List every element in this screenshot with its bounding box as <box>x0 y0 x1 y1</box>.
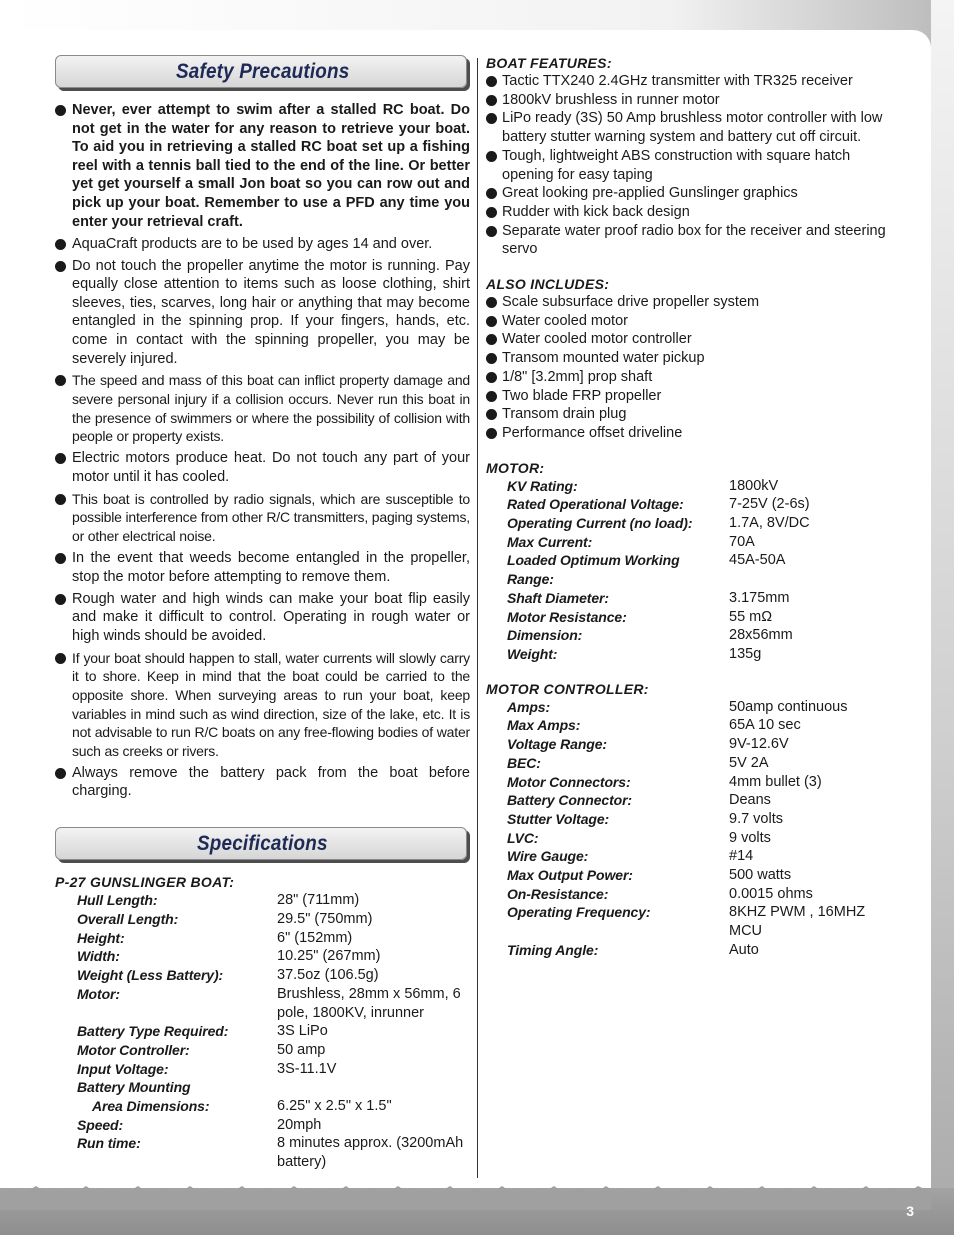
bullet-icon <box>486 409 497 420</box>
list-item: This boat is controlled by radio signals, which are susceptible to possible interference from other R/C transmitters, paging systems, or other electrical noise. <box>55 490 470 546</box>
boat-specs-table <box>55 891 470 1172</box>
table-row <box>55 891 470 910</box>
bullet-icon <box>486 372 497 383</box>
spec-label: Speed: <box>77 1116 124 1133</box>
table-row <box>486 847 896 866</box>
table-row <box>486 791 896 810</box>
table-row <box>486 477 896 496</box>
bullet-icon <box>55 594 66 605</box>
table-row <box>486 903 896 940</box>
table-row <box>486 533 896 552</box>
table-row <box>486 495 896 514</box>
list-item: 1/8" [3.2mm] prop shaft <box>486 368 896 387</box>
page-number: 3 <box>906 1203 914 1219</box>
table-row <box>55 966 470 985</box>
spec-label: Wire Gauge: <box>507 848 589 865</box>
spec-value: 0.0015 ohms <box>729 885 813 902</box>
bullet-icon <box>55 375 66 386</box>
table-row <box>486 514 896 533</box>
spec-label: Operating Frequency: <box>507 904 651 921</box>
boat-features-heading: BOAT FEATURES: <box>486 55 612 71</box>
spec-value: 500 watts <box>729 867 792 884</box>
spec-label: On-Resistance: <box>507 885 609 902</box>
bullet-icon <box>55 653 66 664</box>
spec-value: 20mph <box>277 1116 322 1133</box>
list-item: Water cooled motor <box>486 312 896 331</box>
spec-label: Battery Type Required: <box>77 1023 229 1040</box>
table-row <box>486 829 896 848</box>
spec-label: Dimension: <box>507 627 583 644</box>
list-item: In the event that weeds become entangled in the propeller, stop the motor before attempting to remove them. <box>55 549 470 586</box>
spec-label: Weight: <box>507 645 558 662</box>
bullet-icon <box>486 316 497 327</box>
table-row <box>486 608 896 627</box>
spec-label: KV Rating: <box>507 477 578 494</box>
table-row <box>486 645 896 664</box>
spec-label: Height: <box>77 929 125 946</box>
bullet-icon <box>55 105 66 116</box>
spec-value: 4mm bullet (3) <box>729 773 822 790</box>
spec-value: Brushless, 28mm x 56mm, 6 pole, 1800KV, inrunner <box>277 985 461 1021</box>
bullet-icon <box>55 553 66 564</box>
table-row <box>486 941 896 960</box>
left-column <box>55 55 470 1172</box>
spec-label: Area Dimensions: <box>92 1098 210 1115</box>
spec-value: 9V-12.6V <box>729 736 789 753</box>
table-row <box>486 754 896 773</box>
bullet-icon <box>55 494 66 505</box>
motor-controller-specs-table <box>486 698 896 960</box>
bullet-icon <box>486 151 497 162</box>
table-row <box>55 947 470 966</box>
list-item: Do not touch the propeller anytime the motor is running. Pay equally close attention to items such as loose clothing, shirt sleeves, ties, scarves, long hair or anything that may become entangled in the spinning prop. If your fingers, hands, etc. come in contact with the spinning propeller, you may be severely injured. <box>55 257 470 369</box>
table-row <box>486 626 896 645</box>
table-row <box>55 1134 470 1171</box>
spec-label: Stutter Voltage: <box>507 810 610 827</box>
spec-value: 10.25" (267mm) <box>277 948 381 965</box>
spec-label: Motor Connectors: <box>507 773 631 790</box>
spec-value: 6" (152mm) <box>277 929 353 946</box>
table-row <box>55 1097 470 1116</box>
spec-label: Max Current: <box>507 533 593 550</box>
list-item: Scale subsurface drive propeller system <box>486 293 896 312</box>
spec-label: Width: <box>77 948 120 965</box>
motor-specs-table <box>486 477 896 664</box>
spec-value: 1800kV <box>729 477 779 494</box>
bullet-icon <box>486 353 497 364</box>
table-row <box>486 810 896 829</box>
bullet-icon <box>486 391 497 402</box>
list-item: If your boat should happen to stall, water currents will slowly carry it to shore. Keep in mind that the boat could be carried to the opposite shore. When surveying areas to run your boat, keep variables in mind such as wind direction, size of the lake, etc. It is not advisable to run R/C boats on any free-flowing bodies of water such as creeks or rivers. <box>55 649 470 761</box>
spec-label: Motor Controller: <box>77 1041 190 1058</box>
list-item: 1800kV brushless in runner motor <box>486 91 896 110</box>
table-row <box>55 929 470 948</box>
list-item: LiPo ready (3S) 50 Amp brushless motor controller with low battery stutter warning system and battery cut off circuit. <box>486 109 896 146</box>
spec-value: 1.7A, 8V/DC <box>729 515 810 532</box>
spec-value: 29.5" (750mm) <box>277 910 373 927</box>
spec-label: Hull Length: <box>77 892 158 909</box>
table-row <box>55 1022 470 1041</box>
spec-label: LVC: <box>507 829 539 846</box>
spec-label: Max Output Power: <box>507 867 633 884</box>
spec-label: Motor: <box>77 985 120 1002</box>
spec-label: Weight (Less Battery): <box>77 967 224 984</box>
spec-label: Loaded Optimum Working Range: <box>507 552 680 588</box>
list-item: Water cooled motor controller <box>486 330 896 349</box>
list-item: Tough, lightweight ABS construction with square hatch opening for easy taping <box>486 147 896 184</box>
spec-label: Voltage Range: <box>507 736 607 753</box>
specifications-title: Specifications <box>197 831 328 855</box>
right-column <box>486 55 896 960</box>
spec-value: 135g <box>729 645 762 662</box>
spec-value: Auto <box>729 941 759 958</box>
spec-value <box>277 1078 470 1097</box>
bullet-icon <box>486 188 497 199</box>
list-item: Rough water and high winds can make your boat flip easily and make it difficult to control. Operating in rough water or high winds should be avoided. <box>55 590 470 646</box>
list-item: Great looking pre-applied Gunslinger graphics <box>486 184 896 203</box>
spec-label: Run time: <box>77 1135 141 1152</box>
spec-label: Operating Current (no load): <box>507 515 693 532</box>
spec-value: 6.25" x 2.5" x 1.5" <box>277 1098 392 1115</box>
spec-value: 28" (711mm) <box>277 892 360 909</box>
wave-border-graphic <box>0 1180 931 1210</box>
bullet-icon <box>486 297 497 308</box>
bullet-icon <box>486 226 497 237</box>
list-item: AquaCraft products are to be used by ages 14 and over. <box>55 235 470 254</box>
table-row <box>55 1041 470 1060</box>
bullet-icon <box>486 207 497 218</box>
spec-value: 50amp continuous <box>729 698 848 715</box>
spec-value: 28x56mm <box>729 627 793 644</box>
spec-value: 3.175mm <box>729 589 790 606</box>
list-item: The speed and mass of this boat can inflict property damage and severe personal injury if a collision occurs. Never run this boat in the presence of swimmers or where the possibility of collision with people or property exists. <box>55 371 470 445</box>
table-row <box>486 773 896 792</box>
spec-value: 9.7 volts <box>729 810 783 827</box>
spec-value: 8KHZ PWM , 16MHZ MCU <box>729 904 866 940</box>
table-row <box>486 735 896 754</box>
spec-value: 8 minutes approx. (3200mAh battery) <box>277 1135 464 1171</box>
spec-value: 3S-11.1V <box>277 1060 337 1077</box>
bullet-icon <box>486 428 497 439</box>
spec-value: #14 <box>729 848 754 865</box>
list-item: Performance offset driveline <box>486 424 896 443</box>
list-item: Rudder with kick back design <box>486 203 896 222</box>
safety-title: Safety Precautions <box>176 59 350 83</box>
bullet-icon <box>486 95 497 106</box>
also-includes-heading: ALSO INCLUDES: <box>486 276 610 293</box>
spec-label: Battery Mounting <box>77 1079 191 1096</box>
specifications-banner <box>55 827 467 860</box>
table-row <box>486 716 896 735</box>
boat-features-list <box>486 72 896 259</box>
bullet-icon <box>486 76 497 87</box>
boat-specs-heading: P-27 GUNSLINGER BOAT: <box>55 874 235 891</box>
spec-value: Deans <box>729 792 771 809</box>
motor-heading: MOTOR: <box>486 459 545 476</box>
bullet-icon <box>486 334 497 345</box>
motor-controller-heading: MOTOR CONTROLLER: <box>486 680 649 697</box>
bullet-icon <box>55 768 66 779</box>
spec-value: 3S LiPo <box>277 1023 328 1040</box>
bullet-icon <box>55 239 66 250</box>
list-item: Tactic TTX240 2.4GHz transmitter with TR325 receiver <box>486 72 896 91</box>
spec-label: Battery Connector: <box>507 792 632 809</box>
table-row <box>486 589 896 608</box>
also-includes-list <box>486 293 896 443</box>
spec-value: 70A <box>729 533 755 550</box>
table-row <box>486 866 896 885</box>
spec-label: Max Amps: <box>507 717 581 734</box>
list-item: Separate water proof radio box for the receiver and steering servo <box>486 222 896 259</box>
table-row <box>55 985 470 1022</box>
safety-list <box>55 101 470 801</box>
spec-label: Rated Operational Voltage: <box>507 496 684 513</box>
spec-label: Input Voltage: <box>77 1060 169 1077</box>
spec-value: 50 amp <box>277 1041 326 1058</box>
table-row <box>55 1078 470 1097</box>
spec-label: Overall Length: <box>77 910 179 927</box>
spec-value: 5V 2A <box>729 754 769 771</box>
spec-label: Timing Angle: <box>507 941 599 958</box>
spec-value: 55 mΩ <box>729 608 773 625</box>
spec-value: 45A-50A <box>729 552 786 569</box>
table-row <box>55 1060 470 1079</box>
list-item: Electric motors produce heat. Do not touch any part of your motor until it has cooled. <box>55 449 470 486</box>
table-row <box>486 551 896 588</box>
list-item: Never, ever attempt to swim after a stalled RC boat. Do not get in the water for any reason to retrieve your boat. To aid you in retrieving a stalled RC boat set up a fishing reel with a tennis ball tied to the end of the line. Or better yet get yourself a small Jon boat so you can row out and pick up your boat. Remember to use a PFD any time you enter your retrieval craft. <box>55 101 470 231</box>
spec-value: 7-25V (2-6s) <box>729 496 810 513</box>
spec-label: Shaft Diameter: <box>507 589 609 606</box>
page-edge-strip <box>931 0 954 1235</box>
bullet-icon <box>55 453 66 464</box>
spec-value: 65A 10 sec <box>729 717 801 734</box>
table-row <box>486 885 896 904</box>
spec-label: BEC: <box>507 754 541 771</box>
spec-value: 9 volts <box>729 829 771 846</box>
table-row <box>55 1116 470 1135</box>
table-row <box>55 910 470 929</box>
list-item: Transom mounted water pickup <box>486 349 896 368</box>
safety-banner <box>55 55 467 88</box>
list-item: Always remove the battery pack from the boat before charging. <box>55 764 470 801</box>
spec-label: Amps: <box>507 698 551 715</box>
table-row <box>486 698 896 717</box>
spec-value: 37.5oz (106.5g) <box>277 967 379 984</box>
spec-label: Motor Resistance: <box>507 608 627 625</box>
list-item: Two blade FRP propeller <box>486 387 896 406</box>
column-divider <box>477 58 478 1178</box>
bullet-icon <box>55 261 66 272</box>
list-item: Transom drain plug <box>486 405 896 424</box>
bullet-icon <box>486 113 497 124</box>
